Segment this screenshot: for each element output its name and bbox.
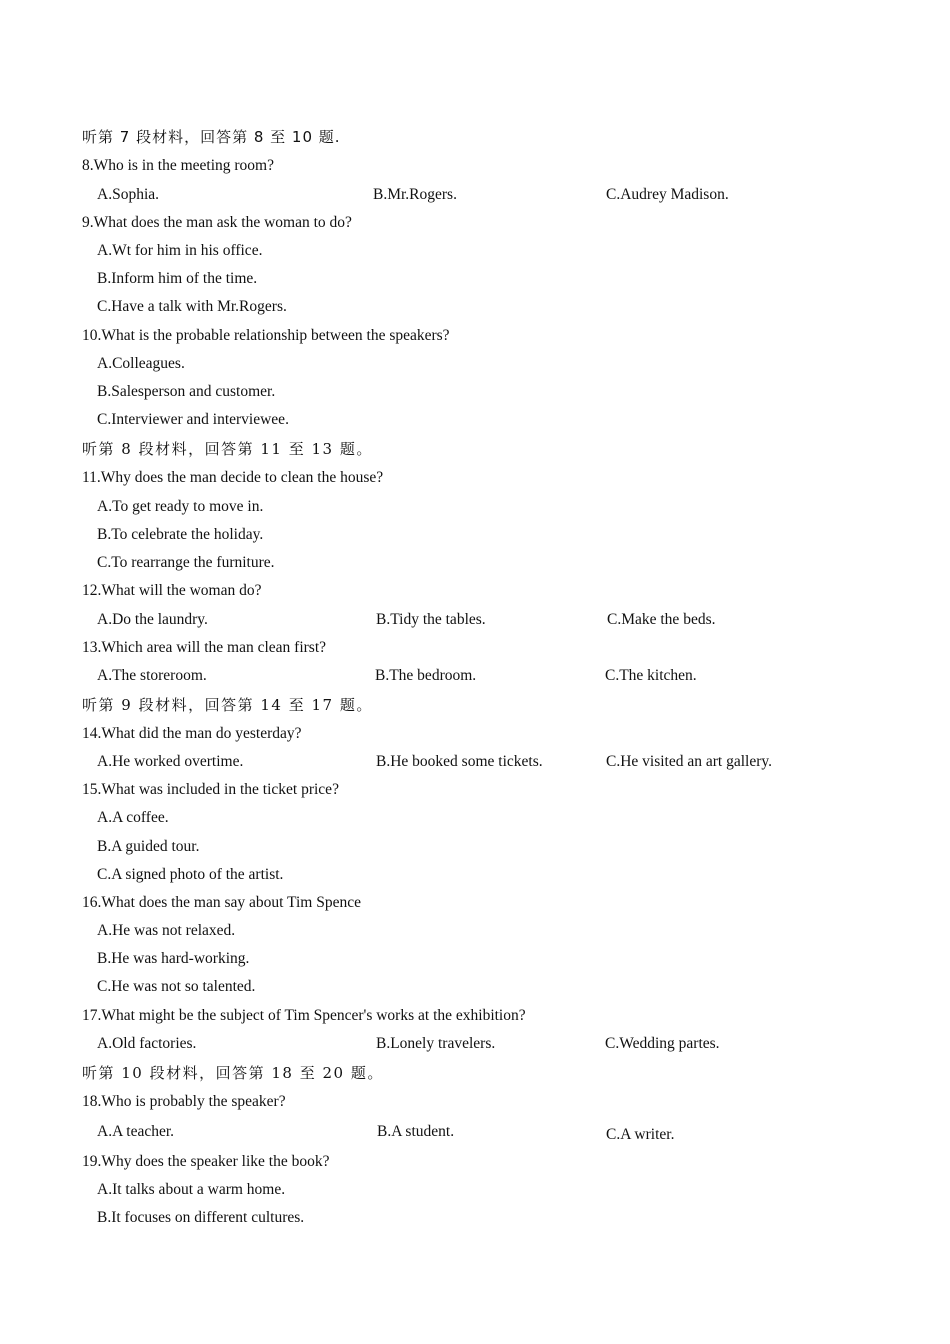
option-13c: C.The kitchen.: [605, 667, 697, 684]
section-heading-8: 听第 8 段材料，回答第 11 至 13 题。: [82, 440, 373, 458]
option-10c: C.Interviewer and interviewee.: [97, 411, 289, 428]
option-14c: C.He visited an art gallery.: [606, 753, 772, 770]
option-11c: C.To rearrange the furniture.: [97, 554, 275, 571]
option-16a: A.He was not relaxed.: [97, 922, 236, 939]
question-12: 12.What will the woman do?: [82, 582, 262, 599]
question-11: 11.Why does the man decide to clean the house?: [82, 469, 384, 486]
section-heading-7: 听第 7 段材料，回答第 8 至 10 题.: [82, 128, 341, 146]
question-19: 19.Why does the speaker like the book?: [82, 1153, 330, 1170]
option-19b: B.It focuses on different cultures.: [97, 1209, 305, 1226]
option-15b: B.A guided tour.: [97, 838, 200, 855]
option-11b: B.To celebrate the holiday.: [97, 526, 264, 543]
option-14a: A.He worked overtime.: [97, 753, 244, 770]
question-14: 14.What did the man do yesterday?: [82, 725, 302, 742]
option-8a: A.Sophia.: [97, 186, 159, 203]
option-9c: C.Have a talk with Mr.Rogers.: [97, 298, 287, 315]
option-12a: A.Do the laundry.: [97, 611, 208, 628]
option-17c: C.Wedding partes.: [605, 1035, 720, 1052]
option-11a: A.To get ready to move in.: [97, 498, 264, 515]
option-17a: A.Old factories.: [97, 1035, 197, 1052]
option-18a: A.A teacher.: [97, 1123, 175, 1140]
option-10b: B.Salesperson and customer.: [97, 383, 276, 400]
option-14b: B.He booked some tickets.: [376, 753, 543, 770]
option-13b: B.The bedroom.: [375, 667, 477, 684]
option-15a: A.A coffee.: [97, 809, 169, 826]
question-18: 18.Who is probably the speaker?: [82, 1093, 286, 1110]
question-9: 9.What does the man ask the woman to do?: [82, 214, 352, 231]
section-heading-9: 听第 9 段材料，回答第 14 至 17 题。: [82, 696, 373, 714]
option-12c: C.Make the beds.: [607, 611, 716, 628]
option-18c: C.A writer.: [606, 1126, 675, 1143]
question-15: 15.What was included in the ticket price?: [82, 781, 339, 798]
section-heading-10: 听第 10 段材料，回答第 18 至 20 题。: [82, 1064, 384, 1082]
option-8b: B.Mr.Rogers.: [373, 186, 457, 203]
option-13a: A.The storeroom.: [97, 667, 207, 684]
question-13: 13.Which area will the man clean first?: [82, 639, 327, 656]
question-10: 10.What is the probable relationship between the speakers?: [82, 327, 450, 344]
question-17: 17.What might be the subject of Tim Spencer's works at the exhibition?: [82, 1007, 526, 1024]
option-16c: C.He was not so talented.: [97, 978, 256, 995]
option-8c: C.Audrey Madison.: [606, 186, 729, 203]
question-16: 16.What does the man say about Tim Spence: [82, 894, 361, 911]
option-15c: C.A signed photo of the artist.: [97, 866, 284, 883]
option-9b: B.Inform him of the time.: [97, 270, 258, 287]
option-10a: A.Colleagues.: [97, 355, 185, 372]
option-19a: A.It talks about a warm home.: [97, 1181, 286, 1198]
option-12b: B.Tidy the tables.: [376, 611, 486, 628]
option-17b: B.Lonely travelers.: [376, 1035, 496, 1052]
question-8: 8.Who is in the meeting room?: [82, 157, 274, 174]
option-18b: B.A student.: [377, 1123, 455, 1140]
option-9a: A.Wt for him in his office.: [97, 242, 263, 259]
option-16b: B.He was hard-working.: [97, 950, 250, 967]
